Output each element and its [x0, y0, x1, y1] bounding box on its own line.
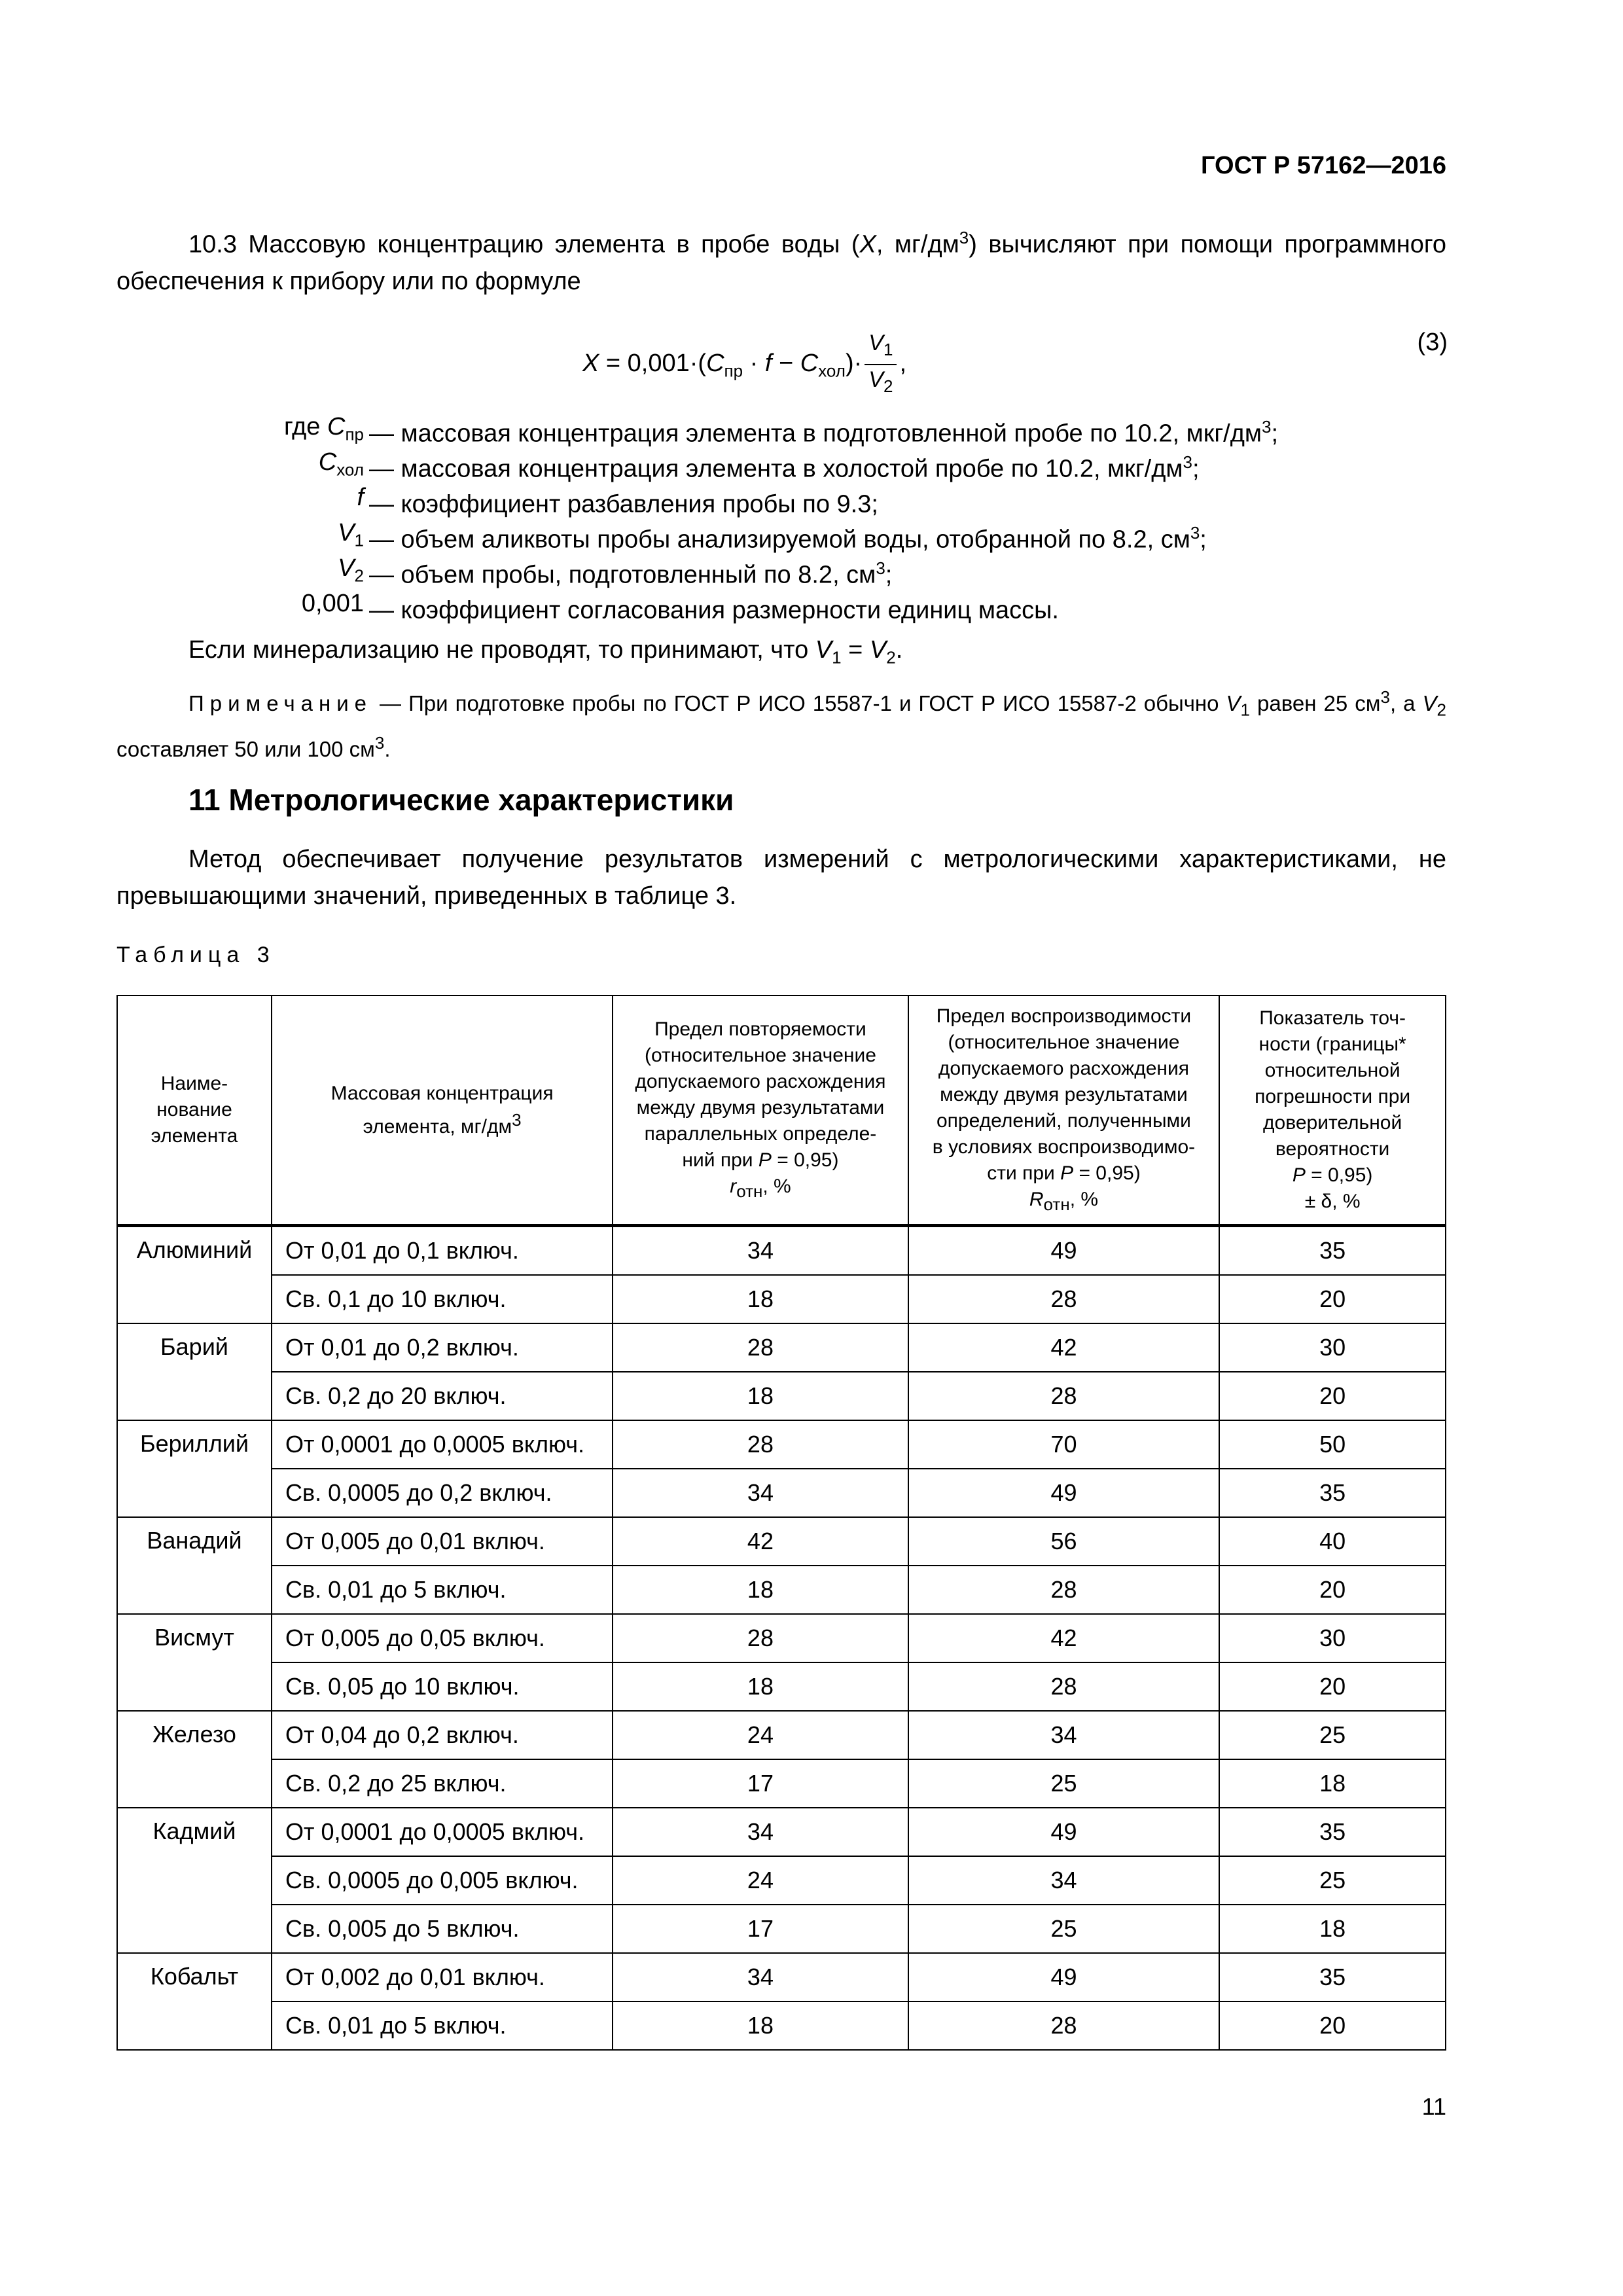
- repeatability-cell: 34: [613, 1808, 908, 1856]
- accuracy-cell: 20: [1219, 1566, 1446, 1614]
- repeatability-cell: 18: [613, 2001, 908, 2050]
- reproducibility-cell: 34: [908, 1856, 1220, 1905]
- table-header-row: [117, 996, 1446, 1226]
- concentration-range-cell: Св. 0,1 до 10 включ.: [272, 1275, 613, 1323]
- repeatability-cell: 18: [613, 1372, 908, 1420]
- repeatability-cell: 18: [613, 1662, 908, 1711]
- reproducibility-cell: 28: [908, 1662, 1220, 1711]
- table-row: [117, 1372, 1446, 1420]
- concentration-range-cell: От 0,005 до 0,01 включ.: [272, 1517, 613, 1566]
- accuracy-cell: 18: [1219, 1905, 1446, 1953]
- accuracy-cell: 35: [1219, 1469, 1446, 1517]
- repeatability-cell: 24: [613, 1711, 908, 1759]
- accuracy-cell: 25: [1219, 1856, 1446, 1905]
- concentration-range-cell: Св. 0,05 до 10 включ.: [272, 1662, 613, 1711]
- reproducibility-cell: 49: [908, 1808, 1220, 1856]
- reproducibility-cell: 25: [908, 1759, 1220, 1808]
- concentration-range-cell: Св. 0,2 до 25 включ.: [272, 1759, 613, 1808]
- element-name-cell: Железо: [117, 1711, 272, 1808]
- table-row: [117, 1420, 1446, 1469]
- table-row: [117, 1808, 1446, 1856]
- reproducibility-cell: 28: [908, 1372, 1220, 1420]
- reproducibility-cell: 42: [908, 1323, 1220, 1372]
- accuracy-cell: 18: [1219, 1759, 1446, 1808]
- header-accuracy: Показатель точ- ности (границы* относительной погрешности при доверительной вероятности P = 0,95) ± δ, %: [1219, 996, 1446, 1226]
- table-row: [117, 1953, 1446, 2001]
- reproducibility-cell: 42: [908, 1614, 1220, 1662]
- header-reproducibility: Предел воспроизводимости (относительное значение допускаемого расхождения между двумя результатами определений, полученными в условиях воспроизводимо- сти при P = 0,95) $R_{отн}$, %: [908, 996, 1220, 1226]
- concentration-range-cell: Св. 0,005 до 5 включ.: [272, 1905, 613, 1953]
- element-name-cell: Барий: [117, 1323, 272, 1420]
- reproducibility-cell: 49: [908, 1953, 1220, 2001]
- concentration-range-cell: Св. 0,01 до 5 включ.: [272, 1566, 613, 1614]
- section-heading: 11 Метрологические характеристики: [188, 783, 734, 817]
- table-row: [117, 1759, 1446, 1808]
- page-number: 11: [1421, 2093, 1446, 2120]
- header-element: Наиме- нование элемента: [117, 996, 272, 1226]
- repeatability-cell: 34: [613, 1226, 908, 1276]
- concentration-range-cell: От 0,0001 до 0,0005 включ.: [272, 1420, 613, 1469]
- reproducibility-cell: 28: [908, 2001, 1220, 2050]
- table-row: [117, 1711, 1446, 1759]
- accuracy-cell: 35: [1219, 1953, 1446, 2001]
- table-label: Таблица 3: [116, 942, 276, 967]
- legend-row: где $C_{пр}$ — массовая концентрация элемента в подготовленной пробе по 10.2, мкг/$дм^3$;: [283, 413, 1279, 448]
- reproducibility-cell: 34: [908, 1711, 1220, 1759]
- repeatability-cell: 18: [613, 1275, 908, 1323]
- accuracy-cell: 35: [1219, 1808, 1446, 1856]
- table-row: [117, 1469, 1446, 1517]
- reproducibility-cell: 70: [908, 1420, 1220, 1469]
- accuracy-cell: 50: [1219, 1420, 1446, 1469]
- table-row: [117, 1614, 1446, 1662]
- repeatability-cell: 34: [613, 1469, 908, 1517]
- element-name-cell: Висмут: [117, 1614, 272, 1711]
- formula-legend: [116, 409, 1491, 624]
- reproducibility-cell: 25: [908, 1905, 1220, 1953]
- concentration-range-cell: Св. 0,0005 до 0,005 включ.: [272, 1856, 613, 1905]
- repeatability-cell: 17: [613, 1905, 908, 1953]
- concentration-range-cell: От 0,01 до 0,1 включ.: [272, 1226, 613, 1276]
- legend-row: 0,001 — коэффициент согласования размерности единиц массы.: [301, 590, 1059, 624]
- note-paragraph: Примечание — При подготовке пробы по ГОСТ Р ИСО 15587-1 и ГОСТ Р ИСО 15587-2 обычно $V_1$ равен 25 $см^3$, а $V_2$ составляет 50 или 100 $см^3$.: [116, 687, 1447, 761]
- concentration-range-cell: От 0,002 до 0,01 включ.: [272, 1953, 613, 2001]
- element-name-cell: Ванадий: [117, 1517, 272, 1614]
- concentration-range-cell: Св. 0,01 до 5 включ.: [272, 2001, 613, 2050]
- concentration-range-cell: Св. 0,0005 до 0,2 включ.: [272, 1469, 613, 1517]
- repeatability-cell: 34: [613, 1953, 908, 2001]
- reproducibility-cell: 49: [908, 1226, 1220, 1276]
- reproducibility-cell: 56: [908, 1517, 1220, 1566]
- header-concentration: Массовая концентрация элемента, $мг/дм^3$: [272, 996, 613, 1226]
- volume-fraction: $\frac{V_1}{V_2}$: [865, 329, 897, 401]
- table-row: [117, 1856, 1446, 1905]
- legend-row: $V_1$ — объем аликвоты пробы анализируемой воды, отобранной по 8.2, $см^3$;: [338, 519, 1207, 554]
- table-row: [117, 1566, 1446, 1614]
- table-row: [117, 1662, 1446, 1711]
- repeatability-cell: 28: [613, 1614, 908, 1662]
- element-name-cell: Бериллий: [117, 1420, 272, 1517]
- table-row: [117, 2001, 1446, 2050]
- accuracy-cell: 20: [1219, 1662, 1446, 1711]
- element-name-cell: Алюминий: [117, 1226, 272, 1324]
- accuracy-cell: 30: [1219, 1614, 1446, 1662]
- accuracy-cell: 20: [1219, 1372, 1446, 1420]
- table-row: [117, 1226, 1446, 1276]
- table-row: [117, 1517, 1446, 1566]
- legend-row: $C_{хол}$ — массовая концентрация элемента в холостой пробе по 10.2, мкг/$дм^3$;: [318, 448, 1200, 483]
- header-repeatability: Предел повторяемости (относительное значение допускаемого расхождения между двумя результатами параллельных определе- ний при P = 0,95) $r_{отн}$, %: [613, 996, 908, 1226]
- element-name-cell: Кадмий: [117, 1808, 272, 1953]
- table-row: [117, 1323, 1446, 1372]
- repeatability-cell: 24: [613, 1856, 908, 1905]
- concentration-range-cell: От 0,04 до 0,2 включ.: [272, 1711, 613, 1759]
- concentration-range-cell: Св. 0,2 до 20 включ.: [272, 1372, 613, 1420]
- legend-row: $V_2$ — объем пробы, подготовленный по 8.2, $см^3$;: [338, 554, 893, 589]
- concentration-range-cell: От 0,0001 до 0,0005 включ.: [272, 1808, 613, 1856]
- concentration-range-cell: От 0,01 до 0,2 включ.: [272, 1323, 613, 1372]
- accuracy-cell: 25: [1219, 1711, 1446, 1759]
- table-row: [117, 1275, 1446, 1323]
- formula-number: (3): [1417, 329, 1448, 356]
- intro-paragraph: 10.3 Массовую концентрацию элемента в пробе воды (X, $мг/дм^3$) вычисляют при помощи программного обеспечения к прибору или по формуле: [116, 228, 1446, 295]
- formula-3: $X = 0,001\cdot(C_{пр} \cdot f - C_{хол})\cdot$ $\frac{V_1}{V_2}$ , (3): [0, 308, 1623, 386]
- concentration-range-cell: От 0,005 до 0,05 включ.: [272, 1614, 613, 1662]
- legend-row: f — коэффициент разбавления пробы по 9.3;: [357, 484, 878, 518]
- section-text: Метод обеспечивает получение результатов измерений с метрологическими характеристиками, не превышающими значений, приведенных в таблице 3.: [116, 846, 1446, 910]
- metrology-table: [116, 995, 1446, 2051]
- accuracy-cell: 40: [1219, 1517, 1446, 1566]
- repeatability-cell: 18: [613, 1566, 908, 1614]
- accuracy-cell: 30: [1219, 1323, 1446, 1372]
- accuracy-cell: 20: [1219, 1275, 1446, 1323]
- repeatability-cell: 17: [613, 1759, 908, 1808]
- accuracy-cell: 20: [1219, 2001, 1446, 2050]
- element-name-cell: Кобальт: [117, 1953, 272, 2050]
- reproducibility-cell: 28: [908, 1566, 1220, 1614]
- repeatability-cell: 28: [613, 1420, 908, 1469]
- table-row: [117, 1905, 1446, 1953]
- table-body: [117, 1226, 1446, 2051]
- document-header: ГОСТ Р 57162—2016: [1201, 152, 1446, 179]
- repeatability-cell: 42: [613, 1517, 908, 1566]
- reproducibility-cell: 28: [908, 1275, 1220, 1323]
- accuracy-cell: 35: [1219, 1226, 1446, 1276]
- reproducibility-cell: 49: [908, 1469, 1220, 1517]
- mineralization-paragraph: Если минерализацию не проводят, то принимают, что $V_1 = V_2$.: [188, 636, 903, 668]
- repeatability-cell: 28: [613, 1323, 908, 1372]
